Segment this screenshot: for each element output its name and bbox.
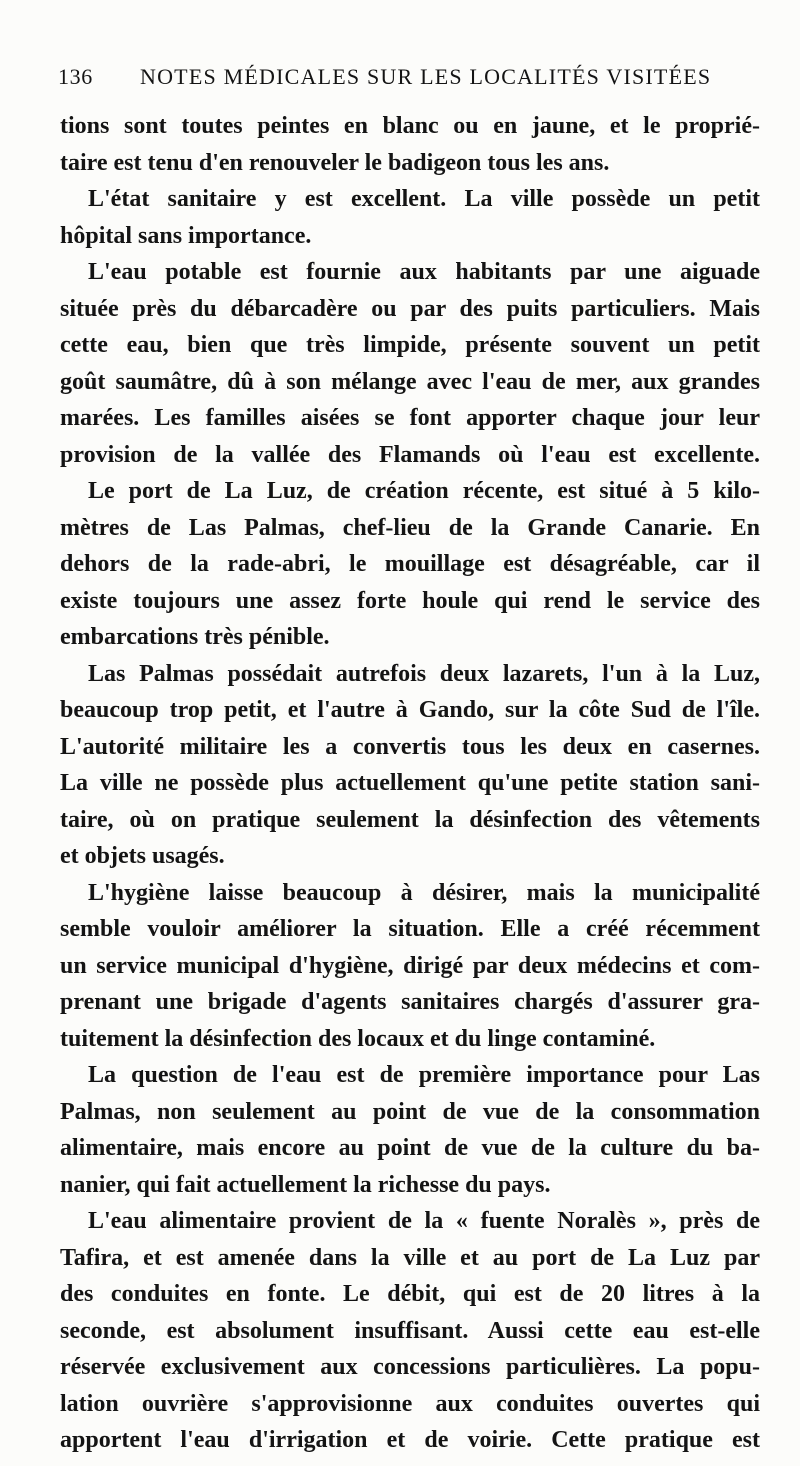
text-line: taire est tenu d'en renouveler le badigeon tous les ans.	[60, 149, 610, 176]
text-line: beaucoup trop petit, et l'autre à Gando, sur la côte Sud de l'île.	[60, 697, 760, 723]
text-line: marées. Les familles aisées se font apporter chaque jour leur	[60, 405, 760, 431]
text-line: cette eau, bien que très limpide, présente souvent un petit	[60, 332, 760, 358]
text-line: Le port de La Luz, de création récente, est situé à 5 kilo-	[88, 478, 760, 504]
page-number: 136	[58, 64, 93, 89]
text-line: goût saumâtre, dû à son mélange avec l'eau de mer, aux grandes	[60, 368, 760, 395]
text-line: située près du débarcadère ou par des puits particuliers. Mais	[60, 295, 760, 322]
text-line: provision de la vallée des Flamands où l'eau est excellente.	[60, 441, 760, 468]
text-line: existe toujours une assez forte houle qui rend le service des	[60, 587, 760, 614]
text-line: Tafira, et est amenée dans la ville et au port de La Luz par	[60, 1244, 760, 1271]
text-line: Las Palmas possédait autrefois deux lazarets, l'un à la Luz,	[88, 660, 760, 687]
text-line: dehors de la rade-abri, le mouillage est désagréable, car il	[60, 551, 760, 577]
body-text	[60, 108, 760, 1459]
text-line: tuitement la désinfection des locaux et du linge contaminé.	[60, 1025, 656, 1052]
text-line: taire, où on pratique seulement la désinfection des vêtements	[60, 806, 760, 833]
text-line: La ville ne possède plus actuellement qu'une petite station sani-	[60, 770, 760, 796]
text-line: réservée exclusivement aux concessions particulières. La popu-	[60, 1354, 760, 1380]
text-line: des conduites en fonte. Le débit, qui est de 20 litres à la	[60, 1281, 760, 1307]
text-line: L'autorité militaire les a convertis tous les deux en casernes.	[60, 733, 760, 760]
text-line: apportent l'eau d'irrigation et de voirie. Cette pratique est	[60, 1427, 760, 1453]
text-line: un service municipal d'hygiène, dirigé par deux médecins et com-	[60, 952, 760, 979]
text-line: mètres de Las Palmas, chef-lieu de la Grande Canarie. En	[60, 514, 760, 541]
text-line: L'eau potable est fournie aux habitants par une aiguade	[88, 259, 760, 285]
text-line: L'eau alimentaire provient de la « fuente Noralès », près de	[88, 1208, 760, 1234]
text-line: L'hygiène laisse beaucoup à désirer, mais la municipalité	[88, 879, 760, 906]
text-line: seconde, est absolument insuffisant. Aussi cette eau est-elle	[60, 1317, 760, 1344]
text-line: prenant une brigade d'agents sanitaires chargés d'assurer gra-	[60, 989, 760, 1015]
text-line: L'état sanitaire y est excellent. La ville possède un petit	[88, 186, 760, 212]
text-line: tions sont toutes peintes en blanc ou en jaune, et le proprié-	[60, 113, 760, 139]
text-line: alimentaire, mais encore au point de vue de la culture du ba-	[60, 1135, 760, 1161]
text-line: La question de l'eau est de première importance pour Las	[88, 1062, 760, 1088]
text-line: lation ouvrière s'approvisionne aux conduites ouvertes qui	[60, 1390, 760, 1417]
text-line: embarcations très pénible.	[60, 624, 330, 650]
text-line: hôpital sans importance.	[60, 222, 312, 249]
text-line: semble vouloir améliorer la situation. Elle a créé récemment	[60, 916, 760, 942]
running-title: NOTES MÉDICALES SUR LES LOCALITÉS VISITÉES	[140, 64, 712, 89]
text-line: et objets usagés.	[60, 843, 225, 869]
running-head	[58, 64, 758, 104]
text-line: Palmas, non seulement au point de vue de la consommation	[60, 1098, 760, 1125]
text-line: nanier, qui fait actuellement la richesse du pays.	[60, 1171, 551, 1198]
